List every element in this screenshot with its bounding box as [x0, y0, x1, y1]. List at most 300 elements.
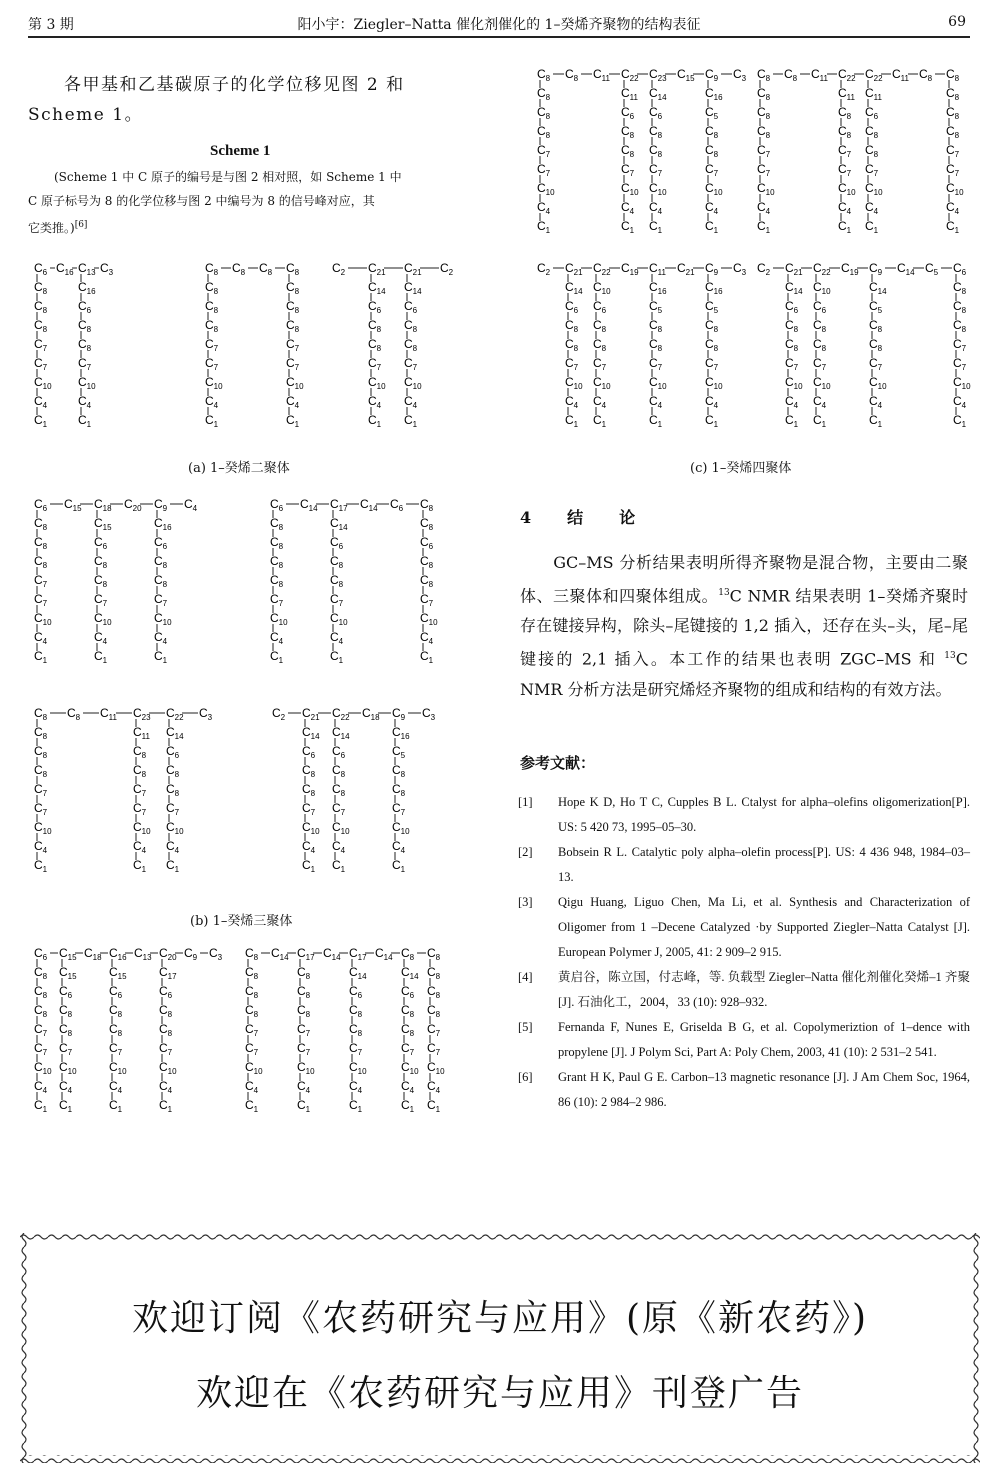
carbon-label: $C_4$	[245, 1079, 259, 1095]
carbon-label: $C_8$	[865, 143, 879, 159]
carbon-label: $C_{14}$	[300, 497, 318, 513]
isotope-sup-1: 13	[718, 588, 730, 598]
carbon-label: $C_7$	[159, 1041, 173, 1057]
carbon-label: $C_{10}$	[593, 280, 611, 296]
carbon-label: $C_8$	[166, 763, 180, 779]
carbon-label: $C_8$	[785, 318, 799, 334]
carbon-label: $C_6$	[332, 744, 346, 760]
carbon-label: $C_7$	[245, 1041, 259, 1057]
reference-number: [5]	[518, 1020, 533, 1034]
carbon-label: $C_8$	[401, 946, 415, 962]
carbon-label: $C_4$	[404, 394, 418, 410]
carbon-label: $C_4$	[392, 839, 406, 855]
carbon-label: $C_8$	[159, 1022, 173, 1038]
carbon-label: $C_7$	[34, 1041, 48, 1057]
carbon-label: $C_8$	[565, 337, 579, 353]
conclusion-text-3: C NMR 分析方法是研究烯烃齐聚物的组成和结构的有效方法。	[520, 649, 968, 699]
carbon-label: $C_{15}$	[59, 946, 77, 962]
carbon-label: $C_8$	[838, 124, 852, 140]
carbon-label: $C_1$	[621, 219, 635, 235]
carbon-label: $C_9$	[705, 67, 719, 83]
structure-c1	[537, 67, 747, 235]
carbon-label: $C_8$	[330, 554, 344, 570]
carbon-label: $C_8$	[420, 497, 434, 513]
scheme-note-line-3: 它类推。)	[28, 221, 75, 235]
carbon-label: $C_2$	[440, 261, 454, 277]
carbon-label: $C_7$	[59, 1041, 73, 1057]
carbon-label: $C_{14}$	[565, 280, 583, 296]
conclusion-paragraph	[520, 548, 968, 705]
carbon-label: $C_{21}$	[302, 706, 320, 722]
carbon-label: $C_4$	[865, 200, 879, 216]
carbon-label: $C_{22}$	[166, 706, 184, 722]
carbon-label: $C_4$	[34, 839, 48, 855]
carbon-label: $C_{10}$	[34, 1060, 52, 1076]
carbon-label: $C_7$	[427, 1022, 441, 1038]
carbon-label: $C_8$	[245, 984, 259, 1000]
carbon-label: $C_{17}$	[349, 946, 367, 962]
carbon-label: $C_4$	[953, 394, 967, 410]
carbon-label: $C_8$	[784, 67, 798, 83]
carbon-label: $C_{18}$	[94, 497, 112, 513]
carbon-label: $C_1$	[649, 219, 663, 235]
carbon-label: $C_8$	[302, 763, 316, 779]
carbon-label: $C_2$	[537, 261, 551, 277]
carbon-label: $C_6$	[404, 299, 418, 315]
carbon-label: $C_4$	[332, 839, 346, 855]
caption-tetramer: (c) 1–癸烯四聚体	[690, 461, 792, 476]
reference-number: [3]	[518, 895, 533, 909]
carbon-label: $C_1$	[205, 413, 219, 429]
carbon-label: $C_1$	[154, 649, 168, 665]
carbon-label: $C_8$	[34, 984, 48, 1000]
carbon-label: $C_{13}$	[134, 946, 152, 962]
carbon-label: $C_6$	[953, 261, 967, 277]
section-heading-conclusion: 4 结 论	[520, 508, 646, 527]
carbon-label: $C_4$	[34, 630, 48, 646]
carbon-label: $C_{10}$	[302, 820, 320, 836]
carbon-label: $C_7$	[621, 162, 635, 178]
carbon-label: $C_4$	[94, 630, 108, 646]
carbon-label: $C_6$	[109, 984, 123, 1000]
carbon-label: $C_8$	[757, 124, 771, 140]
structure-b1	[34, 497, 198, 665]
carbon-label: $C_7$	[94, 592, 108, 608]
carbon-label: $C_6$	[330, 535, 344, 551]
carbon-label: $C_8$	[392, 782, 406, 798]
carbon-label: $C_7$	[420, 592, 434, 608]
reference-list	[518, 790, 970, 1115]
carbon-label: $C_8$	[109, 1022, 123, 1038]
carbon-label: $C_{23}$	[649, 67, 667, 83]
carbon-label: $C_9$	[154, 497, 168, 513]
carbon-label: $C_4$	[297, 1079, 311, 1095]
carbon-label: $C_4$	[78, 394, 92, 410]
carbon-label: $C_7$	[785, 356, 799, 372]
carbon-label: $C_{10}$	[705, 375, 723, 391]
carbon-label: $C_7$	[705, 356, 719, 372]
carbon-label: $C_8$	[286, 299, 300, 315]
carbon-label: $C_{14}$	[323, 946, 341, 962]
carbon-label: $C_4$	[166, 839, 180, 855]
carbon-label: $C_{14}$	[368, 280, 386, 296]
carbon-label: $C_4$	[349, 1079, 363, 1095]
carbon-label: $C_8$	[621, 124, 635, 140]
carbon-label: $C_1$	[865, 219, 879, 235]
carbon-label: $C_8$	[34, 280, 48, 296]
carbon-label: $C_1$	[59, 1098, 73, 1114]
carbon-label: $C_{10}$	[270, 611, 288, 627]
carbon-label: $C_6$	[785, 299, 799, 315]
carbon-label: $C_{21}$	[368, 261, 386, 277]
carbon-label: $C_{10}$	[649, 181, 667, 197]
carbon-label: $C_{14}$	[897, 261, 915, 277]
carbon-label: $C_7$	[297, 1041, 311, 1057]
carbon-label: $C_{10}$	[621, 181, 639, 197]
carbon-label: $C_{16}$	[705, 86, 723, 102]
carbon-label: $C_7$	[332, 801, 346, 817]
carbon-label: $C_1$	[133, 858, 147, 874]
carbon-label: $C_8$	[427, 1003, 441, 1019]
carbon-label: $C_9$	[392, 706, 406, 722]
carbon-label: $C_1$	[705, 413, 719, 429]
advertisement-line-1: 欢迎订阅《农药研究与应用》(原《新农药》)	[131, 1298, 869, 1339]
carbon-label: $C_7$	[705, 162, 719, 178]
carbon-label: $C_8$	[813, 337, 827, 353]
carbon-label: $C_8$	[297, 965, 311, 981]
carbon-label: $C_8$	[34, 744, 48, 760]
carbon-label: $C_{14}$	[302, 725, 320, 741]
reference-item	[518, 890, 970, 965]
carbon-label: $C_6$	[865, 105, 879, 121]
carbon-label: $C_1$	[349, 1098, 363, 1114]
reference-text: Fernanda F, Nunes E, Griselda B G, et al. Copolymeriztion of 1–dence with propylene [J]. J Polym Sci, Part A: Poly Chem, 2003, 41 (10): 2 531–2 541.	[558, 1020, 970, 1059]
carbon-label: $C_9$	[705, 261, 719, 277]
isotope-sup-2: 13	[944, 651, 956, 662]
carbon-label: $C_4$	[946, 200, 960, 216]
carbon-label: $C_1$	[705, 219, 719, 235]
carbon-label: $C_8$	[94, 573, 108, 589]
carbon-label: $C_4$	[869, 394, 883, 410]
carbon-label: $C_{10}$	[205, 375, 223, 391]
intro-line-2: Scheme 1。	[28, 105, 144, 125]
carbon-label: $C_8$	[270, 573, 284, 589]
carbon-label: $C_4$	[593, 394, 607, 410]
carbon-label: $C_7$	[349, 1041, 363, 1057]
carbon-label: $C_1$	[78, 413, 92, 429]
carbon-label: $C_2$	[332, 261, 346, 277]
scheme-title: Scheme 1	[210, 143, 271, 159]
carbon-label: $C_8$	[705, 337, 719, 353]
carbon-label: $C_6$	[621, 105, 635, 121]
carbon-label: $C_4$	[330, 630, 344, 646]
carbon-label: $C_{19}$	[841, 261, 859, 277]
carbon-label: $C_1$	[302, 858, 316, 874]
reference-text: Grant H K, Paul G E. Carbon–13 magnetic resonance [J]. J Am Chem Soc, 1964, 86 (10): 2 984–2 986.	[558, 1070, 970, 1109]
carbon-label: $C_8$	[869, 337, 883, 353]
carbon-label: $C_4$	[302, 839, 316, 855]
carbon-label: $C_{16}$	[78, 280, 96, 296]
carbon-label: $C_7$	[270, 592, 284, 608]
carbon-label: $C_4$	[401, 1079, 415, 1095]
carbon-label: $C_8$	[537, 124, 551, 140]
carbon-label: $C_1$	[34, 1098, 48, 1114]
carbon-label: $C_{10}$	[785, 375, 803, 391]
running-title: 阳小宇：Ziegler–Natta 催化剂催化的 1–癸烯齐聚物的结构表征	[297, 17, 701, 33]
carbon-label: $C_3$	[733, 261, 747, 277]
carbon-label: $C_8$	[34, 554, 48, 570]
carbon-label: $C_7$	[154, 592, 168, 608]
carbon-label: $C_6$	[593, 299, 607, 315]
carbon-label: $C_8$	[919, 67, 933, 83]
carbon-label: $C_2$	[757, 261, 771, 277]
carbon-label: $C_3$	[422, 706, 436, 722]
carbon-label: $C_1$	[286, 413, 300, 429]
carbon-label: $C_4$	[184, 497, 198, 513]
carbon-label: $C_{10}$	[245, 1060, 263, 1076]
carbon-label: $C_8$	[67, 706, 81, 722]
carbon-label: $C_{10}$	[133, 820, 151, 836]
carbon-label: $C_4$	[59, 1079, 73, 1095]
carbon-label: $C_7$	[404, 356, 418, 372]
carbon-label: $C_8$	[34, 1003, 48, 1019]
carbon-label: $C_4$	[420, 630, 434, 646]
carbon-label: $C_8$	[297, 1003, 311, 1019]
carbon-label: $C_7$	[34, 573, 48, 589]
carbon-label: $C_8$	[368, 337, 382, 353]
carbon-label: $C_8$	[133, 744, 147, 760]
reference-number: [4]	[518, 970, 533, 984]
carbon-label: $C_7$	[838, 143, 852, 159]
structure-a1	[34, 261, 114, 429]
carbon-label: $C_{14}$	[332, 725, 350, 741]
carbon-label: $C_7$	[649, 162, 663, 178]
carbon-label: $C_8$	[757, 67, 771, 83]
carbon-label: $C_8$	[785, 337, 799, 353]
carbon-label: $C_8$	[270, 554, 284, 570]
carbon-label: $C_{11}$	[649, 261, 666, 277]
carbon-label: $C_8$	[94, 554, 108, 570]
carbon-label: $C_{10}$	[349, 1060, 367, 1076]
carbon-label: $C_7$	[34, 801, 48, 817]
carbon-label: $C_7$	[813, 356, 827, 372]
reference-text: Bobsein R L. Catalytic poly alpha–olefin process[P]. US: 4 436 948, 1984–03–13.	[558, 845, 970, 884]
carbon-label: $C_3$	[199, 706, 213, 722]
carbon-label: $C_8$	[205, 280, 219, 296]
carbon-label: $C_8$	[205, 318, 219, 334]
carbon-label: $C_{11}$	[838, 86, 855, 102]
carbon-label: $C_8$	[946, 86, 960, 102]
carbon-label: $C_6$	[154, 535, 168, 551]
advertisement-line-2: 欢迎在《农药研究与应用》刊登广告	[195, 1373, 804, 1414]
carbon-label: $C_8$	[621, 143, 635, 159]
carbon-label: $C_8$	[946, 105, 960, 121]
structure-c2	[757, 67, 964, 235]
carbon-label: $C_8$	[34, 516, 48, 532]
carbon-label: $C_{10}$	[34, 820, 52, 836]
carbon-label: $C_5$	[705, 105, 719, 121]
conclusion-text-2: C NMR 结果表明 1–癸烯齐聚时存在键接异构，除头–尾键接的 1,2 插入，还存在头–头，尾–尾键接的 2,1 插入。本工作的结果也表明 ZGC–MS 和	[520, 586, 968, 669]
carbon-label: $C_4$	[427, 1079, 441, 1095]
carbon-label: $C_6$	[34, 946, 48, 962]
carbon-label: $C_6$	[349, 984, 363, 1000]
carbon-label: $C_4$	[705, 200, 719, 216]
carbon-label: $C_8$	[270, 535, 284, 551]
carbon-label: $C_1$	[34, 858, 48, 874]
carbon-label: $C_4$	[705, 394, 719, 410]
carbon-label: $C_{10}$	[427, 1060, 445, 1076]
carbon-label: $C_4$	[109, 1079, 123, 1095]
carbon-label: $C_7$	[286, 337, 300, 353]
carbon-label: $C_8$	[59, 1022, 73, 1038]
carbon-label: $C_{14}$	[375, 946, 393, 962]
carbon-label: $C_{11}$	[865, 86, 882, 102]
reference-item	[518, 1065, 970, 1115]
carbon-label: $C_4$	[133, 839, 147, 855]
carbon-label: $C_8$	[392, 763, 406, 779]
reference-item	[518, 840, 970, 890]
carbon-label: $C_1$	[94, 649, 108, 665]
reference-number: [6]	[518, 1070, 533, 1084]
carbon-label: $C_4$	[757, 200, 771, 216]
carbon-label: $C_4$	[205, 394, 219, 410]
carbon-label: $C_{21}$	[404, 261, 422, 277]
carbon-label: $C_9$	[184, 946, 198, 962]
carbon-label: $C_4$	[785, 394, 799, 410]
carbon-label: $C_1$	[392, 858, 406, 874]
carbon-label: $C_8$	[245, 1003, 259, 1019]
carbon-label: $C_1$	[757, 219, 771, 235]
carbon-label: $C_8$	[953, 299, 967, 315]
carbon-label: $C_{10}$	[330, 611, 348, 627]
carbon-label: $C_{10}$	[537, 181, 555, 197]
carbon-label: $C_1$	[330, 649, 344, 665]
carbon-label: $C_7$	[205, 337, 219, 353]
carbon-label: $C_{22}$	[838, 67, 856, 83]
carbon-label: $C_{15}$	[64, 497, 82, 513]
carbon-label: $C_8$	[537, 86, 551, 102]
carbon-label: $C_{10}$	[159, 1060, 177, 1076]
carbon-label: $C_{11}$	[811, 67, 828, 83]
conclusion-text-1: GC–MS 分析结果表明所得齐聚物是混合物，主要由二聚体、三聚体和四聚体组成。	[520, 553, 968, 606]
carbon-label: $C_7$	[133, 801, 147, 817]
carbon-label: $C_{15}$	[677, 67, 695, 83]
carbon-label: $C_{10}$	[404, 375, 422, 391]
carbon-label: $C_{22}$	[593, 261, 611, 277]
carbon-label: $C_{10}$	[757, 181, 775, 197]
carbon-label: $C_8$	[286, 280, 300, 296]
carbon-label: $C_{10}$	[420, 611, 438, 627]
carbon-label: $C_8$	[946, 124, 960, 140]
structure-b2	[270, 497, 438, 665]
carbon-label: $C_7$	[865, 162, 879, 178]
carbon-label: $C_1$	[785, 413, 799, 429]
carbon-label: $C_1$	[649, 413, 663, 429]
carbon-label: $C_7$	[109, 1041, 123, 1057]
carbon-label: $C_4$	[621, 200, 635, 216]
carbon-label: $C_8$	[649, 318, 663, 334]
carbon-label: $C_2$	[272, 706, 286, 722]
carbon-label: $C_7$	[401, 1041, 415, 1057]
carbon-label: $C_1$	[159, 1098, 173, 1114]
carbon-label: $C_8$	[649, 124, 663, 140]
carbon-label: $C_8$	[332, 763, 346, 779]
carbon-label: $C_4$	[813, 394, 827, 410]
carbon-label: $C_8$	[59, 1003, 73, 1019]
carbon-label: $C_1$	[565, 413, 579, 429]
carbon-label: $C_8$	[427, 965, 441, 981]
carbon-label: $C_{10}$	[332, 820, 350, 836]
reference-text: Qigu Huang, Liguo Chen, Ma Li, et al. Synthesis and Characterization of Oligomer from 1 –Decene Catalyzed ·by Supported Ziegler–Natta Catalyst [J]. European Polymer J, 2005, 41: 2 909–2 915.	[558, 895, 970, 959]
carbon-label: $C_{16}$	[56, 261, 74, 277]
carbon-label: $C_{16}$	[154, 516, 172, 532]
intro-line-1: 各甲基和乙基碳原子的化学位移见图 2 和	[64, 75, 405, 95]
carbon-label: $C_{21}$	[565, 261, 583, 277]
carbon-label: $C_{10}$	[286, 375, 304, 391]
carbon-label: $C_7$	[757, 143, 771, 159]
carbon-label: $C_{10}$	[94, 611, 112, 627]
carbon-label: $C_{13}$	[78, 261, 96, 277]
carbon-label: $C_8$	[705, 143, 719, 159]
carbon-label: $C_{11}$	[892, 67, 909, 83]
carbon-label: $C_4$	[649, 394, 663, 410]
carbon-label: $C_7$	[34, 356, 48, 372]
carbon-label: $C_4$	[649, 200, 663, 216]
carbon-label: $C_8$	[420, 554, 434, 570]
carbon-label: $C_{14}$	[401, 965, 419, 981]
carbon-label: $C_8$	[205, 261, 219, 277]
carbon-label: $C_{20}$	[124, 497, 142, 513]
carbon-label: $C_{15}$	[109, 965, 127, 981]
structure-c3	[537, 261, 747, 429]
carbon-label: $C_8$	[205, 299, 219, 315]
reference-number: [2]	[518, 845, 533, 859]
carbon-label: $C_{16}$	[705, 280, 723, 296]
carbon-label: $C_6$	[813, 299, 827, 315]
carbon-label: $C_7$	[537, 143, 551, 159]
carbon-label: $C_8$	[232, 261, 246, 277]
carbon-label: $C_{10}$	[593, 375, 611, 391]
carbon-label: $C_{11}$	[593, 67, 610, 83]
structure-b3	[34, 706, 213, 874]
carbon-label: $C_7$	[537, 162, 551, 178]
carbon-label: $C_{17}$	[297, 946, 315, 962]
carbon-label: $C_8$	[159, 1003, 173, 1019]
carbon-label: $C_7$	[946, 143, 960, 159]
carbon-label: $C_{18}$	[84, 946, 102, 962]
carbon-label: $C_1$	[813, 413, 827, 429]
structure-c4	[757, 261, 971, 429]
carbon-label: $C_1$	[427, 1098, 441, 1114]
carbon-label: $C_1$	[953, 413, 967, 429]
carbon-label: $C_8$	[368, 318, 382, 334]
carbon-label: $C_{11}$	[133, 725, 150, 741]
carbon-label: $C_7$	[838, 162, 852, 178]
carbon-label: $C_7$	[869, 356, 883, 372]
issue-number: 第 3 期	[28, 17, 74, 33]
carbon-label: $C_{10}$	[649, 375, 667, 391]
carbon-label: $C_6$	[420, 535, 434, 551]
carbon-label: $C_6$	[401, 984, 415, 1000]
carbon-label: $C_8$	[34, 763, 48, 779]
carbon-label: $C_{15}$	[94, 516, 112, 532]
carbon-label: $C_1$	[869, 413, 883, 429]
advertisement-border	[20, 1233, 980, 1463]
carbon-label: $C_7$	[245, 1022, 259, 1038]
carbon-label: $C_1$	[245, 1098, 259, 1114]
carbon-label: $C_{10}$	[953, 375, 971, 391]
carbon-label: $C_8$	[865, 124, 879, 140]
